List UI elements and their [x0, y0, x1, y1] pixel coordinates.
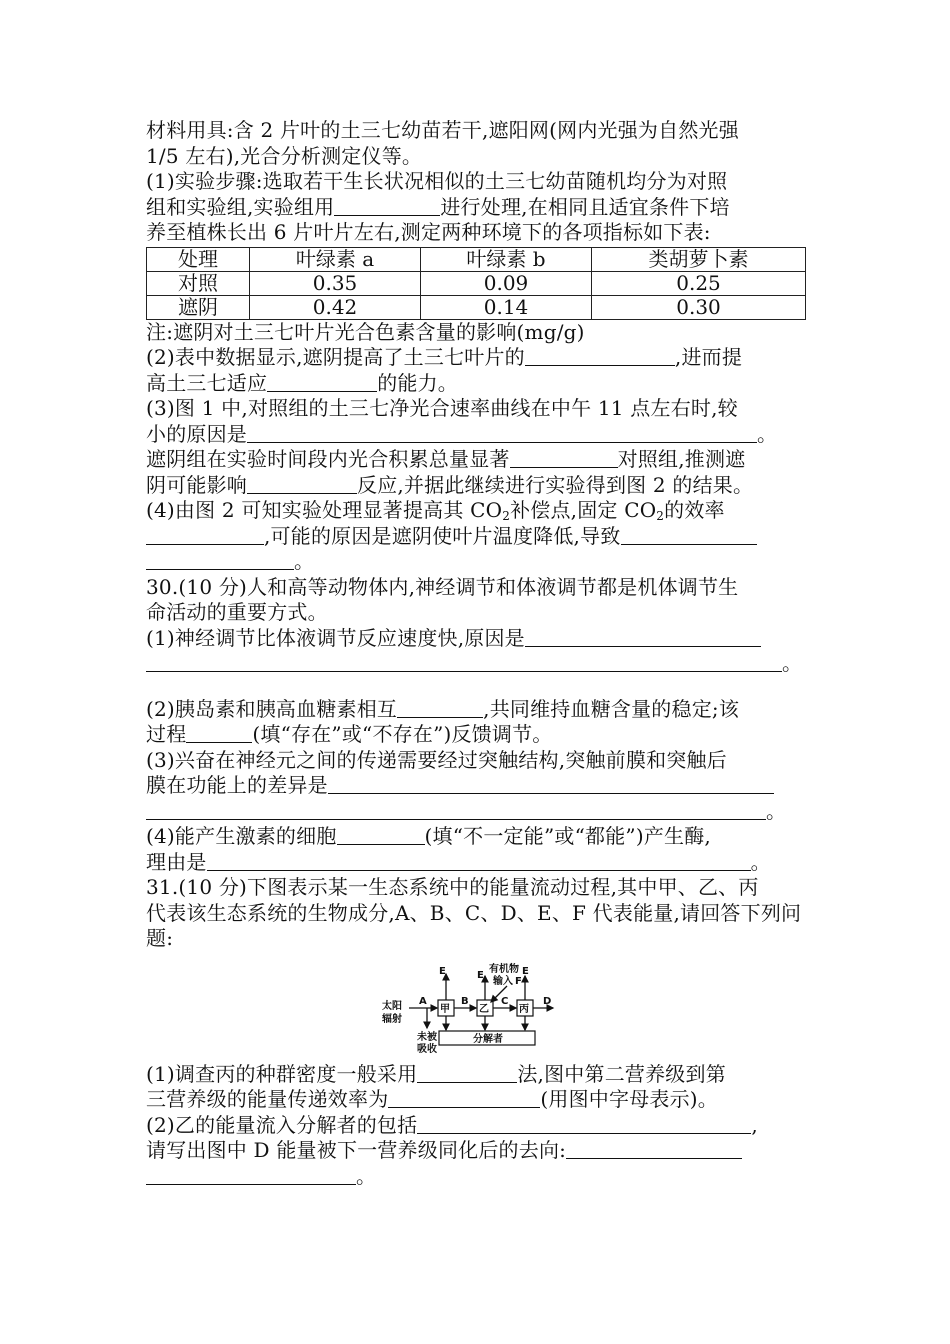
- answer-blank[interactable]: [267, 373, 377, 392]
- q4-line-1: (4)由图 2 可知实验处理显著提高其 $CO_2$补偿点,固定 $CO_2$的效率: [146, 498, 725, 523]
- q4-line-3: 。: [146, 549, 811, 575]
- answer-blank[interactable]: [566, 1140, 742, 1159]
- q30-line-2: 命活动的重要方式。: [146, 600, 328, 624]
- spacer: [146, 677, 811, 697]
- q31-line-1: 31.(10 分)下图表示某一生态系统中的能量流动过程,其中甲、乙、丙: [146, 875, 759, 899]
- table-cell: 0.09: [421, 271, 592, 295]
- diagram-label-a: A: [419, 995, 427, 1007]
- q3-line-4: 阴可能影响 反应,并据此继续进行实验得到图 2 的结果。: [146, 472, 754, 497]
- q30-4-line-1: (4)能产生激素的细胞 (填“不一定能”或“都能”)产生酶,: [146, 824, 711, 848]
- q30-line-1: 30.(10 分)人和高等动物体内,神经调节和体液调节都是机体调节生: [146, 574, 739, 599]
- answer-blank[interactable]: [417, 1115, 751, 1134]
- diagram-label-d: D: [543, 995, 552, 1007]
- answer-blank[interactable]: [525, 628, 761, 647]
- table-header-row: [147, 247, 806, 271]
- answer-blank[interactable]: [247, 475, 357, 494]
- diagram-label-b: B: [461, 995, 469, 1007]
- q1-line-2: 组和实验组,实验组用 进行处理,在相同且适宜条件下培: [146, 194, 730, 219]
- q2-line-1: (2)表中数据显示,遮阴提高了土三七叶片的 ,进而提: [146, 345, 743, 369]
- diagram-label-jia: 甲: [440, 1003, 450, 1015]
- q4-line-2: ,可能的原因是遮阴使叶片温度降低,导致: [146, 524, 811, 550]
- table-header-cell: 类胡萝卜素: [592, 247, 806, 271]
- table-cell: 0.42: [250, 295, 421, 319]
- answer-blank[interactable]: [525, 347, 675, 366]
- table-header-cell: 叶绿素 a: [250, 247, 421, 271]
- answer-blank[interactable]: [146, 653, 782, 672]
- diagram-label-e2: E: [477, 969, 484, 981]
- answer-blank[interactable]: [247, 424, 757, 443]
- q31-1-line-1: (1)调查丙的种群密度一般采用 法,图中第二营养级到第: [146, 1061, 726, 1086]
- answer-blank[interactable]: [186, 724, 252, 743]
- q31-1-line-2: 三营养级的能量传递效率为 (用图中字母表示)。: [146, 1087, 719, 1111]
- diagram-label-c: C: [501, 995, 509, 1007]
- diagram-label-organic: 有机物: [489, 963, 519, 975]
- diagram-label-e1: E: [439, 965, 446, 977]
- q30-4-line-2: 理由是 。: [146, 849, 771, 874]
- answer-blank[interactable]: [621, 526, 757, 545]
- answer-blank[interactable]: [146, 526, 264, 545]
- answer-blank[interactable]: [146, 551, 294, 570]
- q2-line-2: 高土三七适应 的能力。: [146, 370, 459, 395]
- q31-line-3: 题:: [146, 926, 174, 950]
- q31-2-line-3: 。: [146, 1164, 811, 1190]
- q30-2-line-2: 过程 (填“存在”或“不存在”)反馈调节。: [146, 722, 553, 746]
- answer-blank[interactable]: [334, 197, 440, 216]
- table-cell: 0.35: [250, 271, 421, 295]
- table-cell: 对照: [147, 271, 250, 295]
- table-cell: 0.14: [421, 295, 592, 319]
- q3-line-1: (3)图 1 中,对照组的土三七净光合速率曲线在中午 11 点左右时,较: [146, 396, 738, 420]
- energy-flow-diagram: [381, 962, 581, 1054]
- q30-3-line-2: 膜在功能上的差异是: [146, 773, 811, 799]
- table-cell: 遮阴: [147, 295, 250, 319]
- diagram-label-absorbed: 吸收: [417, 1043, 437, 1054]
- pigment-table: [146, 247, 806, 320]
- diagram-label-sun: 太阳: [382, 1000, 402, 1012]
- answer-blank[interactable]: [417, 1064, 517, 1083]
- diagram-label-f: F: [515, 975, 522, 987]
- diagram-label-not: 未被: [417, 1031, 437, 1043]
- q31-2-line-2: 请写出图中 D 能量被下一营养级同化后的去向:: [146, 1138, 811, 1164]
- q30-1-line-2: 。: [146, 651, 811, 677]
- diagram-label-input: 输入: [493, 975, 513, 987]
- q30-3-line-3: 。: [146, 799, 811, 825]
- table-cell: 0.25: [592, 271, 806, 295]
- answer-blank[interactable]: [146, 801, 766, 820]
- q31-line-2: 代表该生态系统的生物成分,A、B、C、D、E、F 代表能量,请回答下列问: [146, 900, 802, 925]
- q3-line-3: 遮阴组在实验时间段内光合积累总量显著 对照组,推测遮: [146, 447, 746, 471]
- table-cell: 0.30: [592, 295, 806, 319]
- diagram-label-e3: E: [522, 965, 529, 977]
- diagram-label-radiation: 辐射: [382, 1013, 402, 1025]
- answer-blank[interactable]: [510, 449, 618, 468]
- diagram-label-yi: 乙: [479, 1003, 489, 1015]
- q31-2-line-1: (2)乙的能量流入分解者的包括 ,: [146, 1112, 758, 1137]
- answer-blank[interactable]: [328, 775, 774, 794]
- table-note: 注:遮阴对土三七叶片光合色素含量的影响(mg/g): [146, 319, 585, 344]
- worksheet-page: [146, 118, 811, 1189]
- q30-1-line-1: (1)神经调节比体液调节反应速度快,原因是: [146, 626, 811, 652]
- answer-blank[interactable]: [146, 1166, 356, 1185]
- answer-blank[interactable]: [388, 1089, 540, 1108]
- diagram-label-decomposer: 分解者: [473, 1033, 503, 1045]
- answer-blank[interactable]: [337, 826, 425, 845]
- materials-line-1: 材料用具:含 2 片叶的土三七幼苗若干,遮阳网(网内光强为自然光强: [146, 118, 739, 142]
- table-header-cell: 叶绿素 b: [421, 247, 592, 271]
- answer-blank[interactable]: [207, 852, 751, 871]
- q1-line-3: 养至植株长出 6 片叶片左右,测定两种环境下的各项指标如下表:: [146, 220, 711, 244]
- table-header-cell: 处理: [147, 247, 250, 271]
- table-row: [147, 295, 806, 319]
- table-row: [147, 271, 806, 295]
- materials-line-2: 1/5 左右),光合分析测定仪等。: [146, 143, 423, 168]
- q30-2-line-1: (2)胰岛素和胰高血糖素相互 ,共同维持血糖含量的稳定;该: [146, 696, 740, 721]
- q30-3-line-1: (3)兴奋在神经元之间的传递需要经过突触结构,突触前膜和突触后: [146, 747, 727, 772]
- q3-line-2: 小的原因是 。: [146, 421, 778, 446]
- diagram-label-bing: 丙: [519, 1003, 529, 1015]
- q1-line-1: (1)实验步骤:选取若干生长状况相似的土三七幼苗随机均分为对照: [146, 169, 728, 193]
- answer-blank[interactable]: [397, 699, 483, 718]
